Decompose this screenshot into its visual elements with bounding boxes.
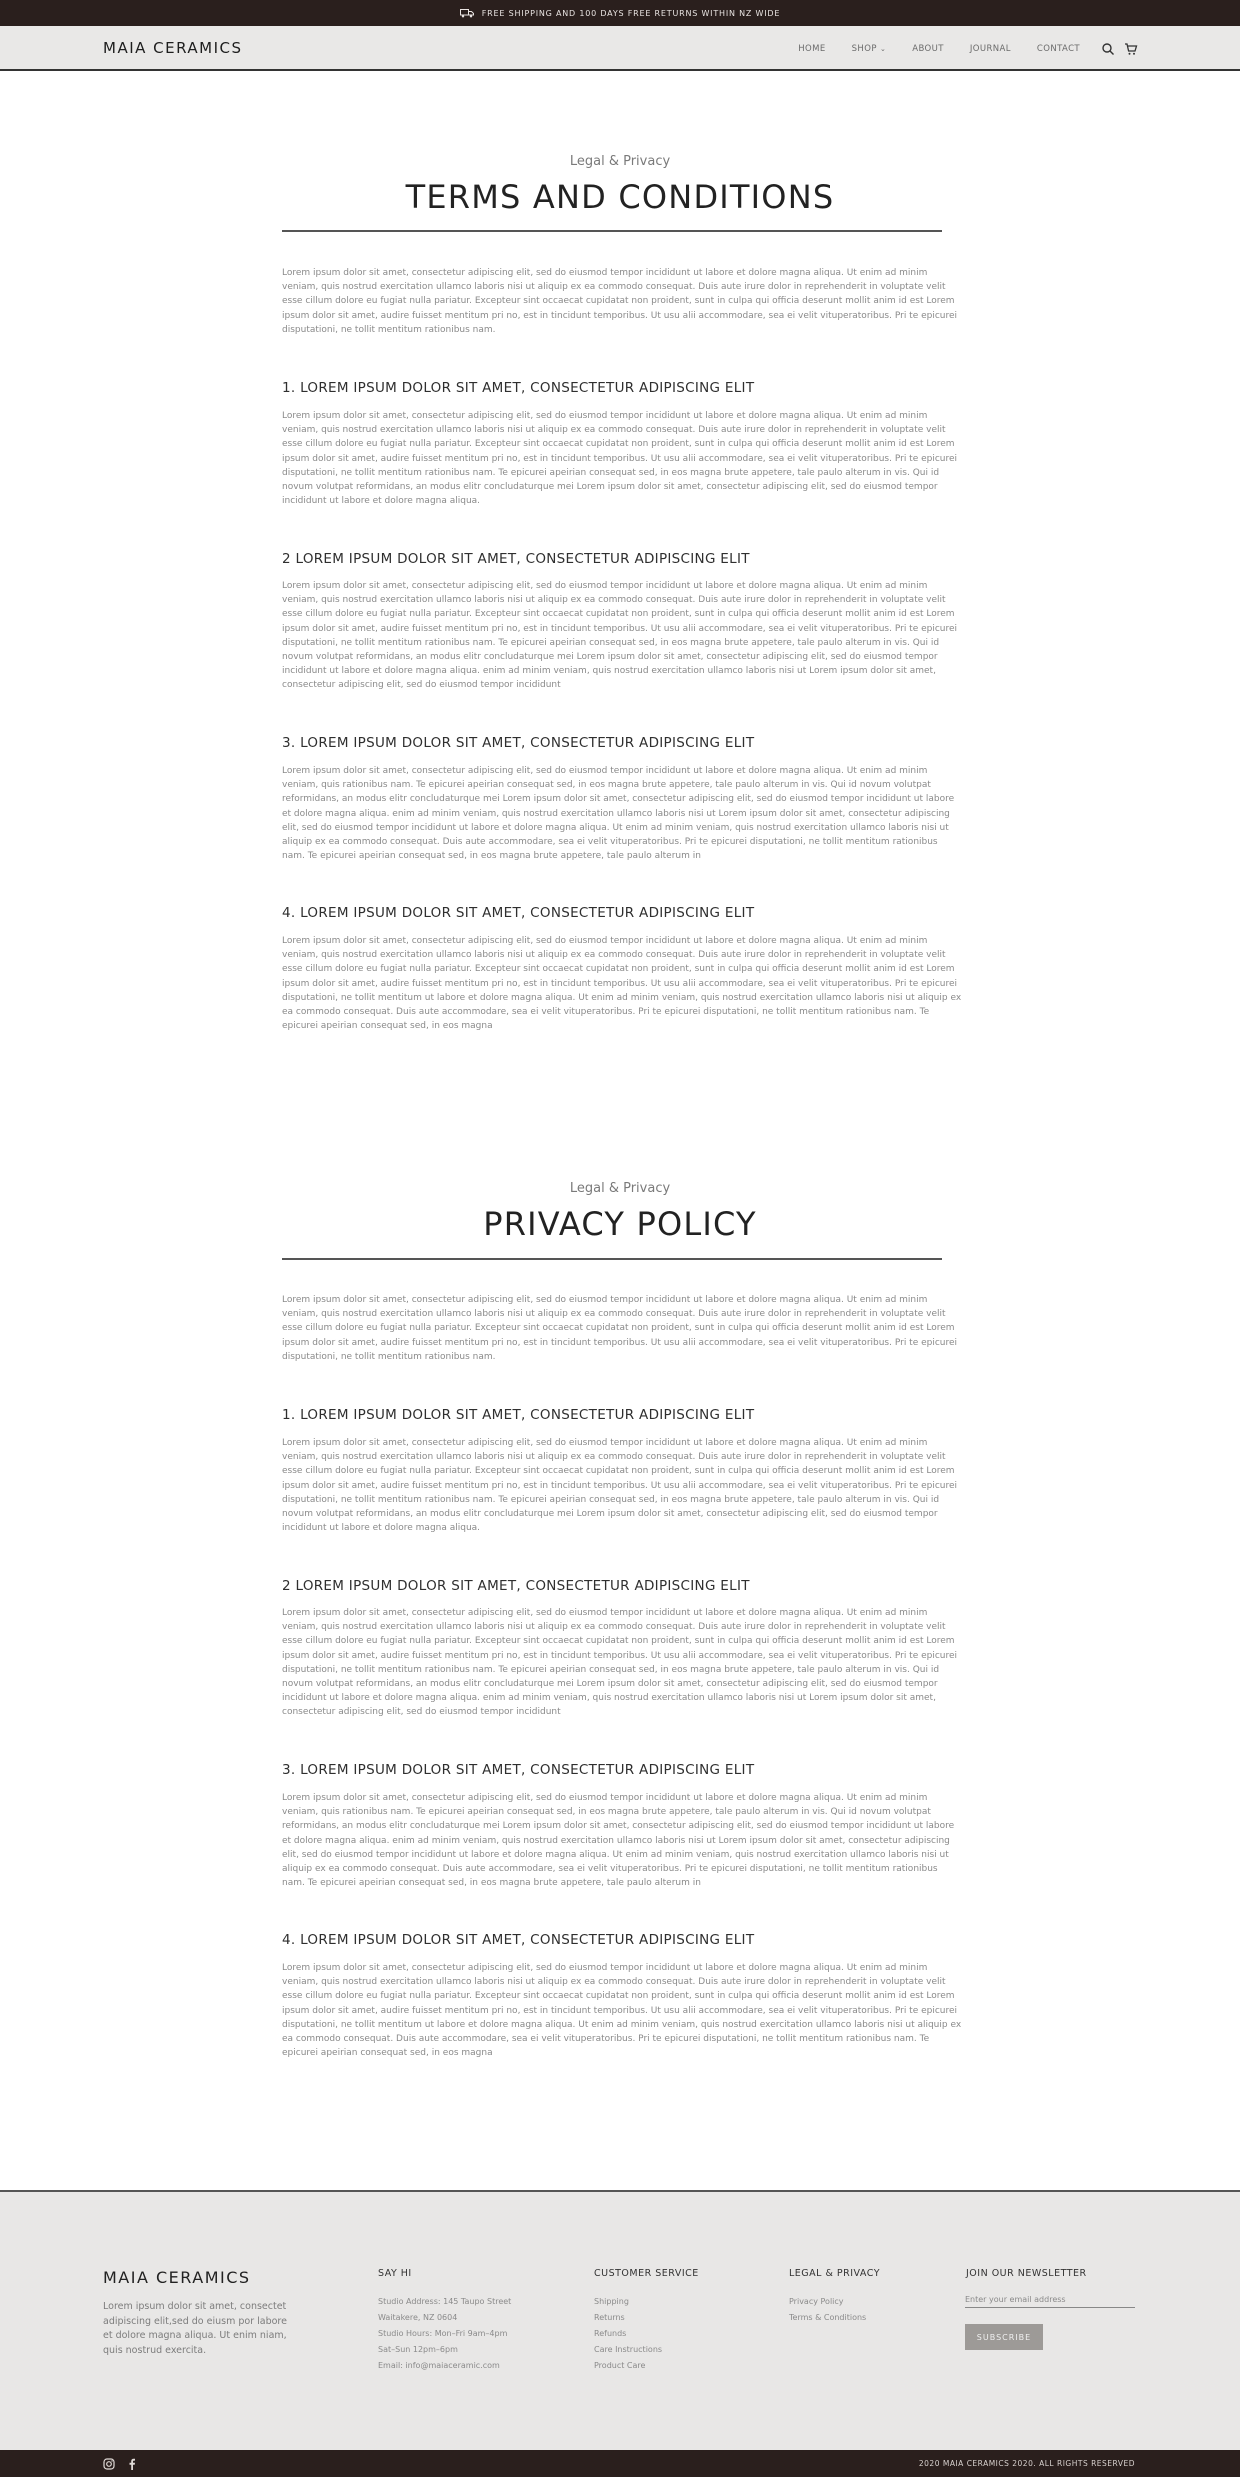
footer-link-shipping[interactable]: Shipping [594, 2297, 629, 2306]
terms-section-1-body: Lorem ipsum dolor sit amet, consectetur adipiscing elit, sed do eiusmod tempor incididunt ut labore et dolore magna aliqua. Ut enim ad minim veniam, quis nostrud exercitation ullamco laboris nisi ut aliquip ex ea commodo consequat. Duis aute irure dolor in reprehenderit in voluptate velit esse cillum dolore eu fugiat nulla pariatur. Excepteur sint occaecat cupidatat non proident, sunt in culpa qui officia deserunt mollit anim id est Lorem ipsum dolor sit amet, audire fuisset mentitum pri no, est in tincidunt temporibus. Ut usu alii accommodare, sea ei velit vituperatoribus. Pri te epicurei disputationi, ne tollit mentitum rationibus nam. Te epicurei apeirian consequat sed, in eos magna brute appetere, tale paulo alterum in vis. Qui id novum volutpat reformidans, an modus elitr concludaturque mei Lorem ipsum dolor sit amet, consectetur adipiscing elit, sed do eiusmod tempor incididunt ut labore et dolore magna aliqua. [282, 411, 958, 507]
announcement-text: FREE SHIPPING AND 100 DAYS FREE RETURNS WITHIN NZ WIDE [481, 8, 781, 18]
nav-shop-label: SHOP [851, 44, 877, 54]
facebook-icon[interactable] [126, 2458, 138, 2470]
footer-newsletter-title: JOIN OUR NEWSLETTER [966, 2268, 1087, 2279]
privacy-section-1-heading: 1. LOREM IPSUM DOLOR SIT AMET, CONSECTETUR ADIPISCING ELIT [282, 1407, 755, 1423]
privacy-section-1-body: Lorem ipsum dolor sit amet, consectetur adipiscing elit, sed do eiusmod tempor incididunt ut labore et dolore magna aliqua. Ut enim ad minim veniam, quis nostrud exercitation ullamco laboris nisi ut aliquip ex ea commodo consequat. Duis aute irure dolor in reprehenderit in voluptate velit esse cillum dolore eu fugiat nulla pariatur. Excepteur sint occaecat cupidatat non proident, sunt in culpa qui officia deserunt mollit anim id est Lorem ipsum dolor sit amet, audire fuisset mentitum pri no, est in tincidunt temporibus. Ut usu alii accommodare, sea ei velit vituperatoribus. Pri te epicurei disputationi, ne tollit mentitum rationibus nam. Te epicurei apeirian consequat sed, in eos magna brute appetere, tale paulo alterum in vis. Qui id novum volutpat reformidans, an modus elitr concludaturque mei Lorem ipsum dolor sit amet, consectetur adipiscing elit, sed do eiusmod tempor incididunt ut labore et dolore magna aliqua. [282, 1438, 958, 1534]
privacy-section-2-body: Lorem ipsum dolor sit amet, consectetur adipiscing elit, sed do eiusmod tempor incididunt ut labore et dolore magna aliqua. Ut enim ad minim veniam, quis nostrud exercitation ullamco laboris nisi ut aliquip ex ea commodo consequat. Duis aute irure dolor in reprehenderit in voluptate velit esse cillum dolore eu fugiat nulla pariatur. Excepteur sint occaecat cupidatat non proident, sunt in culpa qui officia deserunt mollit anim id est Lorem ipsum dolor sit amet, audire fuisset mentitum pri no, est in tincidunt temporibus. Ut usu alii accommodare, sea ei velit vituperatoribus. Pri te epicurei disputationi, ne tollit mentitum rationibus nam. Te epicurei apeirian consequat sed, in eos magna brute appetere, tale paulo alterum in vis. Qui id novum volutpat reformidans, an modus elitr concludaturque mei Lorem ipsum dolor sit amet, consectetur adipiscing elit, sed do eiusmod tempor incididunt ut labore et dolore magna aliqua. enim ad minim veniam, quis nostrud exercitation ullamco laboris nisi ut Lorem ipsum dolor sit amet, consectetur adipiscing elit, sed do eiusmod tempor incididunt [282, 1608, 958, 1718]
privacy-section-3-body: Lorem ipsum dolor sit amet, consectetur adipiscing elit, sed do eiusmod tempor incididunt ut labore et dolore magna aliqua. Ut enim ad minim veniam, quis rationibus nam. Te epicurei apeirian consequat sed, in eos magna brute appetere, tale paulo alterum in vis. Qui id novum volutpat reformidans, an modus elitr concludaturque mei Lorem ipsum dolor sit amet, consectetur adipiscing elit, sed do eiusmod tempor incididunt ut labore et dolore magna aliqua. enim ad minim veniam, quis nostrud exercitation ullamco laboris nisi ut Lorem ipsum dolor sit amet, consectetur adipiscing elit, sed do eiusmod tempor incididunt ut labore et dolore magna aliqua. Ut enim ad minim veniam, quis nostrud exercitation ullamco laboris nisi ut aliquip ex ea commodo consequat. Duis aute accommodare, sea ei velit vituperatoribus. Pri te epicurei disputationi, ne tollit mentitum rationibus nam. Te epicurei apeirian consequat sed, in eos magna brute appetere, tale paulo alterum in [282, 1793, 955, 1889]
footer-hours-weekend: Sat–Sun 12pm–6pm [378, 2345, 458, 2354]
chevron-down-icon: ⌄ [879, 45, 887, 53]
footer-link-terms[interactable]: Terms & Conditions [789, 2313, 867, 2322]
footer-legal-links [789, 2294, 866, 2326]
nav-contact[interactable]: CONTACT [1036, 44, 1080, 54]
footer-customer-service-links [594, 2294, 662, 2374]
footer-email[interactable]: Email: info@maiaceramic.com [378, 2361, 500, 2370]
privacy-title-divider [282, 1258, 942, 1260]
copyright-text: 2020 MAIA CERAMICS 2020. ALL RIGHTS RESERVED [918, 2459, 1135, 2468]
footer-link-product-care[interactable]: Product Care [594, 2361, 646, 2370]
terms-page-title: TERMS AND CONDITIONS [405, 178, 835, 216]
privacy-section-4-body: Lorem ipsum dolor sit amet, consectetur adipiscing elit, sed do eiusmod tempor incididunt ut labore et dolore magna aliqua. Ut enim ad minim veniam, quis nostrud exercitation ullamco laboris nisi ut aliquip ex ea commodo consequat. Duis aute irure dolor in reprehenderit in voluptate velit esse cillum dolore eu fugiat nulla pariatur. Excepteur sint occaecat cupidatat non proident, sunt in culpa qui officia deserunt mollit anim id est Lorem ipsum dolor sit amet, audire fuisset mentitum pri no, est in tincidunt temporibus. Ut usu alii accommodare, sea ei velit vituperatoribus. Pri te epicurei disputationi, ne tollit mentitum ut labore et dolore magna aliqua. Ut enim ad minim veniam, quis nostrud exercitation ullamco laboris nisi ut aliquip ex ea commodo consequat. Duis aute accommodare, sea ei velit vituperatoribus. Pri te epicurei disputationi, ne tollit mentitum rationibus nam. Te epicurei apeirian consequat sed, in eos magna [282, 1963, 962, 2059]
terms-section-4-body: Lorem ipsum dolor sit amet, consectetur adipiscing elit, sed do eiusmod tempor incididunt ut labore et dolore magna aliqua. Ut enim ad minim veniam, quis nostrud exercitation ullamco laboris nisi ut aliquip ex ea commodo consequat. Duis aute irure dolor in reprehenderit in voluptate velit esse cillum dolore eu fugiat nulla pariatur. Excepteur sint occaecat cupidatat non proident, sunt in culpa qui officia deserunt mollit anim id est Lorem ipsum dolor sit amet, audire fuisset mentitum pri no, est in tincidunt temporibus. Ut usu alii accommodare, sea ei velit vituperatoribus. Pri te epicurei disputationi, ne tollit mentitum ut labore et dolore magna aliqua. Ut enim ad minim veniam, quis nostrud exercitation ullamco laboris nisi ut aliquip ex ea commodo consequat. Duis aute accommodare, sea ei velit vituperatoribus. Pri te epicurei disputationi, ne tollit mentitum rationibus nam. Te epicurei apeirian consequat sed, in eos magna [282, 936, 962, 1032]
newsletter-email-input[interactable] [965, 2292, 1135, 2308]
main-nav [798, 44, 1080, 54]
privacy-intro: Lorem ipsum dolor sit amet, consectetur adipiscing elit, sed do eiusmod tempor incididunt ut labore et dolore magna aliqua. Ut enim ad minim veniam, quis nostrud exercitation ullamco laboris nisi ut aliquip ex ea commodo consequat. Duis aute irure dolor in reprehenderit in voluptate velit esse cillum dolore eu fugiat nulla pariatur. Excepteur sint occaecat cupidatat non proident, sunt in culpa qui officia deserunt mollit anim id est Lorem ipsum dolor sit amet, audire fuisset mentitum pri no, est in tincidunt temporibus. Ut usu alii accommodare, sea ei velit vituperatoribus. Pri te epicurei disputationi, ne tollit mentitum rationibus nam. [282, 1295, 958, 1362]
footer-contact-info [378, 2294, 511, 2374]
footer-city-line: Waitakere, NZ 0604 [378, 2313, 458, 2322]
site-logo[interactable]: MAIA CERAMICS [103, 39, 243, 57]
site-footer [0, 2190, 1240, 2450]
terms-section-2-body: Lorem ipsum dolor sit amet, consectetur adipiscing elit, sed do eiusmod tempor incididunt ut labore et dolore magna aliqua. Ut enim ad minim veniam, quis nostrud exercitation ullamco laboris nisi ut aliquip ex ea commodo consequat. Duis aute irure dolor in reprehenderit in voluptate velit esse cillum dolore eu fugiat nulla pariatur. Excepteur sint occaecat cupidatat non proident, sunt in culpa qui officia deserunt mollit anim id est Lorem ipsum dolor sit amet, audire fuisset mentitum pri no, est in tincidunt temporibus. Ut usu alii accommodare, sea ei velit vituperatoribus. Pri te epicurei disputationi, ne tollit mentitum rationibus nam. Te epicurei apeirian consequat sed, in eos magna brute appetere, tale paulo alterum in vis. Qui id novum volutpat reformidans, an modus elitr concludaturque mei Lorem ipsum dolor sit amet, consectetur adipiscing elit, sed do eiusmod tempor incididunt ut labore et dolore magna aliqua. enim ad minim veniam, quis nostrud exercitation ullamco laboris nisi ut Lorem ipsum dolor sit amet, consectetur adipiscing elit, sed do eiusmod tempor incididunt [282, 581, 958, 691]
delivery-truck-icon [460, 8, 474, 18]
cart-icon[interactable] [1124, 42, 1138, 56]
terms-intro: Lorem ipsum dolor sit amet, consectetur adipiscing elit, sed do eiusmod tempor incididunt ut labore et dolore magna aliqua. Ut enim ad minim veniam, quis nostrud exercitation ullamco laboris nisi ut aliquip ex ea commodo consequat. Duis aute irure dolor in reprehenderit in voluptate velit esse cillum dolore eu fugiat nulla pariatur. Excepteur sint occaecat cupidatat non proident, sunt in culpa qui officia deserunt mollit anim id est Lorem ipsum dolor sit amet, audire fuisset mentitum pri no, est in tincidunt temporibus. Ut usu alii accommodare, sea ei velit vituperatoribus. Pri te epicurei disputationi, ne tollit mentitum rationibus nam. [282, 268, 958, 335]
newsletter-subscribe-button[interactable]: SUBSCRIBE [965, 2324, 1043, 2350]
footer-link-privacy-policy[interactable]: Privacy Policy [789, 2297, 844, 2306]
announcement-bar [0, 0, 1240, 26]
privacy-section-label: Legal & Privacy [569, 1181, 671, 1196]
privacy-page-title: PRIVACY POLICY [483, 1205, 757, 1243]
privacy-section-2-heading: 2 LOREM IPSUM DOLOR SIT AMET, CONSECTETUR ADIPISCING ELIT [282, 1578, 750, 1594]
privacy-section-3-heading: 3. LOREM IPSUM DOLOR SIT AMET, CONSECTETUR ADIPISCING ELIT [282, 1762, 755, 1778]
terms-section-3-body: Lorem ipsum dolor sit amet, consectetur adipiscing elit, sed do eiusmod tempor incididunt ut labore et dolore magna aliqua. Ut enim ad minim veniam, quis rationibus nam. Te epicurei apeirian consequat sed, in eos magna brute appetere, tale paulo alterum in vis. Qui id novum volutpat reformidans, an modus elitr concludaturque mei Lorem ipsum dolor sit amet, consectetur adipiscing elit, sed do eiusmod tempor incididunt ut labore et dolore magna aliqua. enim ad minim veniam, quis nostrud exercitation ullamco laboris nisi ut Lorem ipsum dolor sit amet, consectetur adipiscing elit, sed do eiusmod tempor incididunt ut labore et dolore magna aliqua. Ut enim ad minim veniam, quis nostrud exercitation ullamco laboris nisi ut aliquip ex ea commodo consequat. Duis aute accommodare, sea ei velit vituperatoribus. Pri te epicurei disputationi, ne tollit mentitum rationibus nam. Te epicurei apeirian consequat sed, in eos magna brute appetere, tale paulo alterum in [282, 766, 955, 862]
footer-link-care-instructions[interactable]: Care Instructions [594, 2345, 663, 2354]
instagram-icon[interactable] [103, 2458, 115, 2470]
footer-brand: MAIA CERAMICS [103, 2268, 251, 2287]
nav-journal[interactable]: JOURNAL [969, 44, 1011, 54]
footer-link-refunds[interactable]: Refunds [594, 2329, 627, 2338]
terms-section-1-heading: 1. LOREM IPSUM DOLOR SIT AMET, CONSECTETUR ADIPISCING ELIT [282, 380, 755, 396]
footer-bottom-bar [0, 2450, 1240, 2477]
nav-shop[interactable] [852, 44, 887, 54]
nav-about[interactable]: ABOUT [912, 44, 944, 54]
footer-hours-weekday: Studio Hours: Mon–Fri 9am–4pm [378, 2329, 508, 2338]
footer-address-line: Studio Address: 145 Taupo Street [378, 2297, 512, 2306]
footer-customer-service-title: CUSTOMER SERVICE [594, 2268, 699, 2279]
nav-home[interactable]: HOME [798, 44, 826, 54]
terms-section-4-heading: 4. LOREM IPSUM DOLOR SIT AMET, CONSECTETUR ADIPISCING ELIT [282, 905, 755, 921]
terms-section-2-heading: 2 LOREM IPSUM DOLOR SIT AMET, CONSECTETUR ADIPISCING ELIT [282, 551, 750, 567]
terms-title-divider [282, 230, 942, 232]
terms-section-3-heading: 3. LOREM IPSUM DOLOR SIT AMET, CONSECTETUR ADIPISCING ELIT [282, 735, 755, 751]
search-icon[interactable] [1101, 42, 1115, 56]
footer-link-returns[interactable]: Returns [594, 2313, 625, 2322]
privacy-section-4-heading: 4. LOREM IPSUM DOLOR SIT AMET, CONSECTETUR ADIPISCING ELIT [282, 1932, 755, 1948]
footer-say-hi-title: SAY HI [378, 2268, 412, 2279]
terms-section-label: Legal & Privacy [569, 154, 671, 169]
footer-legal-title: LEGAL & PRIVACY [789, 2268, 881, 2279]
footer-description: Lorem ipsum dolor sit amet, consectet adipiscing elit,sed do eiusm por labore et dolore magna aliqua. Ut enim niam, quis nostrud exercita. [103, 2301, 287, 2356]
site-header [0, 26, 1240, 71]
